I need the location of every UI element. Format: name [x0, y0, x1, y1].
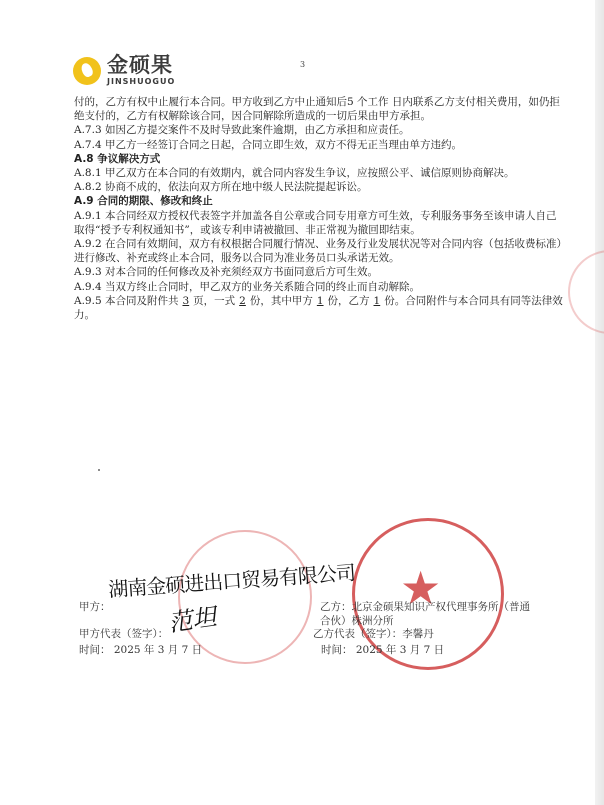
clause-a73: A.7.3 如因乙方提交案件不及时导致此案件逾期，由乙方承担和应责任。	[74, 124, 410, 137]
party-a-date: 时间： 2025 年 3 月 7 日	[79, 644, 203, 656]
paragraph-continuation: 付的，乙方有权中止履行本合同。甲方收到乙方中止通知后5 个工作 日内联系乙方支付相关费用，如仍拒绝支付的，乙方有权解除该合同，因合同解除所造成的一切后果由甲方承担。	[74, 96, 560, 123]
seal-star-icon: ★	[400, 561, 442, 615]
party-b-rep-label: 乙方代表（签字）：李馨丹	[313, 628, 434, 640]
party-b-label: 乙方：北京金硕果知识产权代理事务所（普通合伙）株洲分所	[320, 601, 530, 627]
page-count: 3	[182, 294, 190, 307]
section-heading-a9: A.9 合同的期限、修改和终止	[74, 195, 213, 208]
contract-body	[74, 95, 564, 322]
logo-icon	[73, 57, 101, 85]
party-b-copies: 1	[373, 294, 381, 307]
viewer-page-edge	[595, 0, 604, 805]
party-a-copies: 1	[316, 294, 324, 307]
party-a-signature: 范坦	[166, 602, 219, 638]
copy-count: 2	[239, 294, 246, 307]
clause-a74: A.7.4 甲乙方一经签订合同之日起，合同立即生效，双方不得无正当理由单方违约。	[74, 138, 462, 151]
stray-mark	[98, 469, 100, 471]
logo-text-en: JINSHUOGUO	[107, 77, 176, 86]
clause-a81: A.8.1 甲乙双方在本合同的有效期内，就合同内容发生争议，应按照公平、诚信原则协商解决。	[74, 167, 515, 180]
clause-a82: A.8.2 协商不成的，依法向双方所在地中级人民法院提起诉讼。	[74, 181, 368, 194]
company-logo	[73, 55, 175, 86]
logo-text-cn: 金硕果	[107, 53, 173, 77]
clause-a92: A.9.2 在合同有效期间，双方有权根据合同履行情况、业务及行业发展状况等对合同内容（包括收费标准）进行修改、补充或终止本合同，服务以合同为准业务员口头承诺无效。	[74, 238, 562, 265]
page-number: 3	[300, 60, 306, 69]
section-heading-a8: A.8 争议解决方式	[74, 152, 161, 165]
clause-a95: A.9.5 本合同及附件共 3 页，一式 2 份，其中甲方 1 份，乙方 1 份。合同附件与本合同具有同等法律效力。	[74, 294, 563, 322]
clause-a91: A.9.1 本合同经双方授权代表签字并加盖各自公章或合同专用章方可生效，专利服务事务至该申请人自己取得“授予专利权通知书”，或该专利申请被撤回、非正常视为撤回即结束。	[74, 209, 557, 236]
clause-a93: A.9.3 对本合同的任何修改及补充须经双方书面同意后方可生效。	[74, 266, 378, 279]
party-a-rep-label: 甲方代表（签字）：	[79, 628, 169, 640]
clause-a94: A.9.4 当双方终止合同时，甲乙双方的业务关系随合同的终止而自动解除。	[74, 280, 420, 293]
party-a-label: 甲方：	[79, 601, 111, 613]
party-b-date: 时间： 2025 年 3 月 7 日	[321, 644, 445, 656]
party-a-handwritten-name: 湖南金硕进出口贸易有限公司	[107, 560, 356, 602]
